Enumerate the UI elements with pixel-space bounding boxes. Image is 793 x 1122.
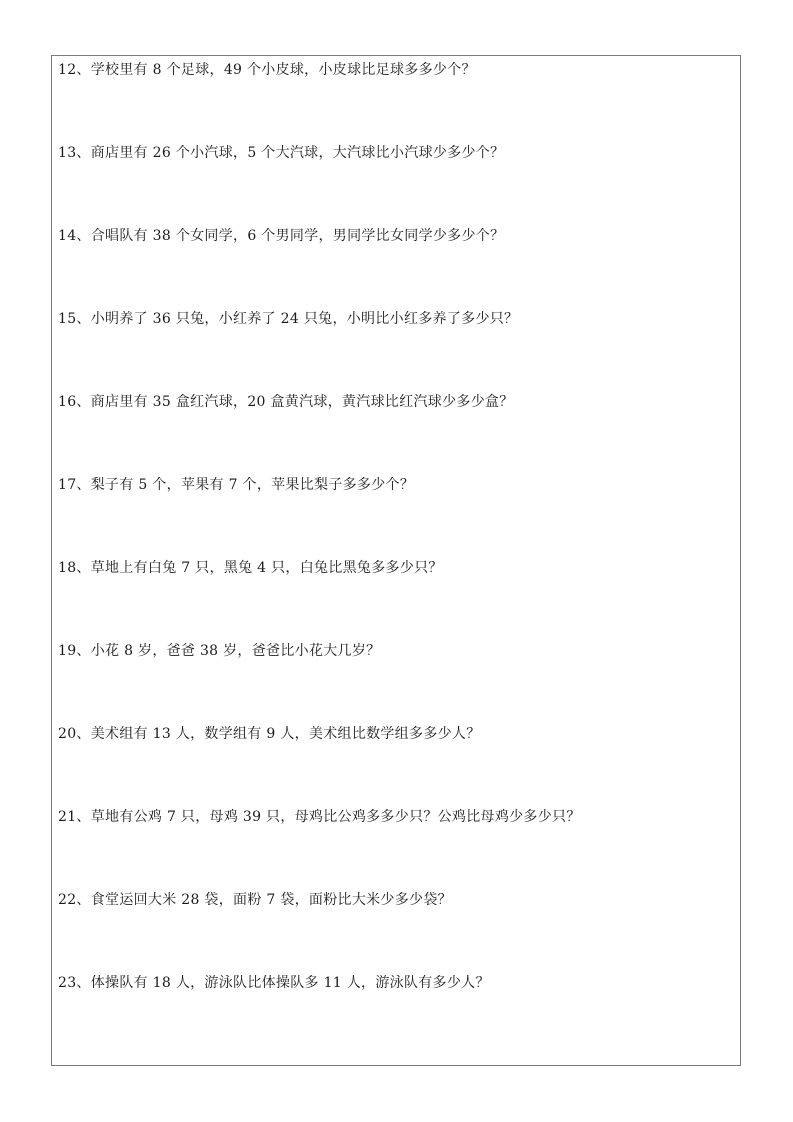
question-16: 16、商店里有 35 盒红汽球，20 盒黄汽球，黄汽球比红汽球少多少盒？ [58, 394, 514, 410]
worksheet-frame [51, 55, 741, 1066]
question-19: 19、小花 8 岁，爸爸 38 岁，爸爸比小花大几岁？ [58, 643, 381, 659]
question-22: 22、食堂运回大米 28 袋，面粉 7 袋，面粉比大米少多少袋？ [58, 892, 452, 908]
question-12: 12、学校里有 8 个足球，49 个小皮球，小皮球比足球多多少个？ [58, 62, 476, 78]
question-23: 23、体操队有 18 人，游泳队比体操队多 11 人，游泳队有多少人？ [58, 975, 490, 991]
question-15: 15、小明养了 36 只兔，小红养了 24 只兔，小明比小红多养了多少只？ [58, 311, 519, 327]
question-20: 20、美术组有 13 人，数学组有 9 人，美术组比数学组多多少人？ [58, 726, 481, 742]
question-13: 13、商店里有 26 个小汽球，5 个大汽球，大汽球比小汽球少多少个？ [58, 145, 505, 161]
question-17: 17、梨子有 5 个，苹果有 7 个，苹果比梨子多多少个？ [58, 477, 415, 493]
question-21: 21、草地有公鸡 7 只，母鸡 39 只，母鸡比公鸡多多少只？公鸡比母鸡少多少只？ [58, 809, 581, 825]
question-18: 18、草地上有白兔 7 只，黑兔 4 只，白兔比黑兔多多少只？ [58, 560, 443, 576]
question-14: 14、合唱队有 38 个女同学，6 个男同学，男同学比女同学少多少个？ [58, 228, 505, 244]
